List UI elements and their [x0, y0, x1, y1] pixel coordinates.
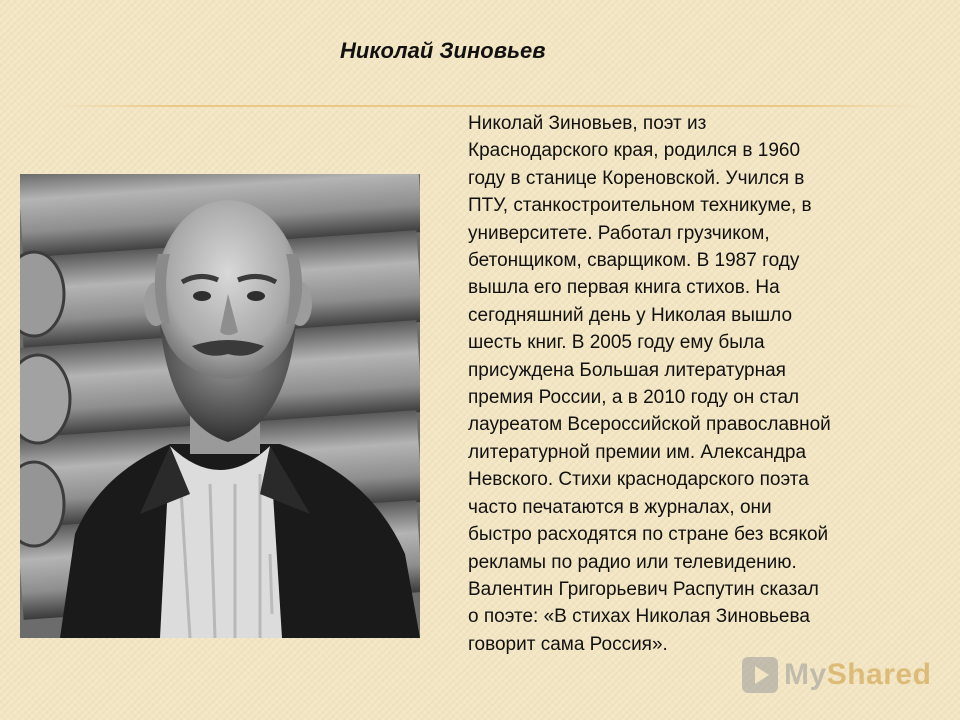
- bio-line: быстро расходятся по стране без всякой: [468, 524, 829, 546]
- bio-line: премия России, а в 2010 году он стал: [468, 387, 800, 409]
- bio-line: университете. Работал грузчиком,: [468, 222, 770, 244]
- bio-line: присуждена Большая литературная: [468, 359, 786, 381]
- bio-line: ПТУ, станкостроительном техникуме, в: [468, 195, 812, 217]
- bio-line: рекламы по радио или телевидению.: [468, 551, 797, 573]
- watermark-text: [784, 658, 931, 692]
- bio-line: Невского. Стихи краснодарского поэта: [468, 469, 809, 491]
- bio-line: году в станице Кореновской. Учился в: [468, 167, 805, 189]
- bio-line: Валентин Григорьевич Распутин сказал: [468, 578, 819, 600]
- bio-line: Краснодарского края, родился в 1960: [468, 140, 801, 162]
- watermark-prefix: My: [784, 658, 827, 691]
- bio-line: о поэте: «В стихах Николая Зиновьева: [468, 606, 810, 628]
- portrait-photo: [20, 174, 420, 638]
- bio-line: шесть книг. В 2005 году ему была: [468, 332, 765, 354]
- slide-title: Николай Зиновьев: [340, 38, 546, 63]
- bio-line: литературной премии им. Александра: [468, 441, 807, 463]
- bio-line: часто печатаются в журналах, они: [468, 496, 772, 518]
- bio-line: Николай Зиновьев, поэт из: [468, 113, 707, 134]
- myshared-watermark: [742, 655, 931, 695]
- biography-text: [468, 110, 938, 658]
- watermark-accent: Shared: [826, 658, 932, 691]
- bio-line: лауреатом Всероссийской православной: [468, 414, 831, 436]
- bio-line: бетонщиком, сварщиком. В 1987 году: [468, 250, 800, 272]
- bio-line: говорит сама Россия».: [468, 633, 668, 655]
- bio-line: вышла его первая книга стихов. На: [468, 277, 780, 299]
- bio-line: сегодняшний день у Николая вышло: [468, 304, 793, 326]
- title-divider: [52, 105, 922, 107]
- play-logo-icon: [742, 657, 778, 693]
